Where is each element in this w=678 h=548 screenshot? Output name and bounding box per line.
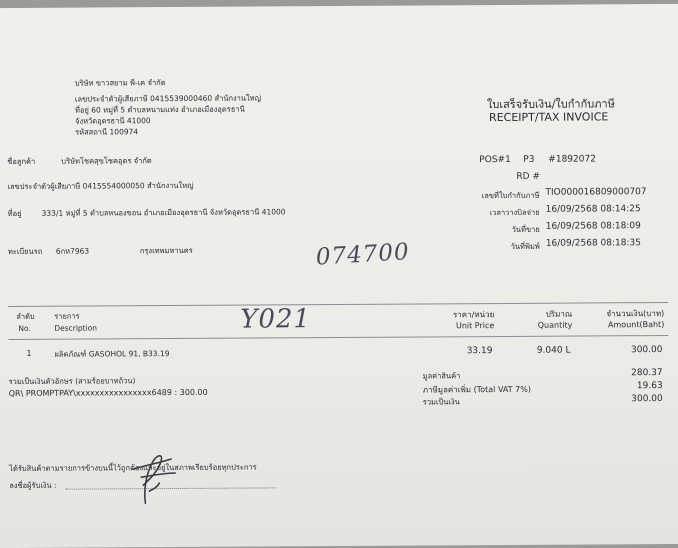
handwritten-number-1: 074700 bbox=[315, 239, 411, 271]
handwritten-number-2: Y021 bbox=[240, 304, 312, 335]
issue-time: 16/09/2568 08:14:25 bbox=[545, 204, 641, 215]
customer-tax-id: เลขประจำตัวผู้เสียภาษี 0415554000050 สำนักงานใหญ่ bbox=[7, 180, 194, 192]
seller-tax-id: เลขประจำตัวผู้เสียภาษี 0415539000460 สำนักงานใหญ่ bbox=[74, 93, 262, 104]
customer-name: บริษัทโชคสุขโชคอุดร จำกัด bbox=[61, 156, 152, 166]
row-no: 1 bbox=[26, 348, 32, 358]
vat-label: ภาษีมูลค่าเพิ่ม (Total VAT 7%) bbox=[422, 384, 532, 395]
plate-province: กรุงเทพมหานคร bbox=[139, 245, 193, 256]
seller-address-2: จังหวัดอุดรธานี 41000 bbox=[75, 116, 151, 126]
row-amount: 300.00 bbox=[630, 345, 663, 356]
header-qty-th: ปริมาณ bbox=[545, 309, 573, 319]
seller-permit: รหัสสถานี 100974 bbox=[75, 127, 139, 137]
header-desc-en: Description bbox=[54, 323, 98, 333]
sale-time-label: วันที่ขาย bbox=[511, 224, 540, 234]
doc-title-thai: ใบเสร็จรับเงิน/ใบกำกับภาษี bbox=[486, 97, 615, 112]
sale-time: 16/09/2568 08:18:09 bbox=[545, 221, 641, 232]
amount-in-words: รวมเป็นเงินตัวอักษร (สามร้อยบาทถ้วน) bbox=[8, 376, 136, 387]
print-time: 16/09/2568 08:18:35 bbox=[545, 238, 641, 249]
header-desc-th: รายการ bbox=[54, 311, 80, 321]
signer-label: ลงชื่อผู้รับเงิน : bbox=[9, 480, 57, 491]
plate-label: ทะเบียนรถ bbox=[7, 246, 43, 257]
header-no-en: No. bbox=[18, 323, 31, 333]
issue-time-label: เวลาวางบิลจ่าย bbox=[489, 207, 540, 218]
rd-label: RD # bbox=[516, 171, 541, 182]
doc-title-english: RECEIPT/TAX INVOICE bbox=[488, 110, 609, 125]
payment-method: QR\ PROMPTPAY\xxxxxxxxxxxxxxxx6489 : 300.00 bbox=[8, 387, 208, 399]
seller-address-1: ที่อยู่ 60 หมู่ที่ 5 ตำบลหนามแท่ง อำเภอเมืองอุดรธานี bbox=[74, 104, 245, 115]
total-value: 300.00 bbox=[631, 394, 663, 405]
header-price-th: ราคา/หน่วย bbox=[452, 310, 495, 320]
seller-name: บริษัท ขาวสยาม พี-เค จำกัด bbox=[74, 78, 166, 88]
handwritten-signature bbox=[123, 447, 193, 509]
receipt-paper bbox=[0, 4, 678, 548]
header-amount-th: จำนวนเงิน(บาท) bbox=[606, 309, 665, 319]
invoice-no: TIO000016809000707 bbox=[545, 187, 647, 198]
vat-value: 19.63 bbox=[636, 381, 663, 392]
subtotal-label: มูลค่าสินค้า bbox=[422, 371, 461, 381]
plate-number: 6กห7963 bbox=[55, 246, 90, 256]
header-price-en: Unit Price bbox=[455, 321, 495, 331]
received-statement: ได้รับสินค้าตามรายการข้างบนนี้ไว้ถูกต้องและอยู่ในสภาพเรียบร้อยทุกประการ bbox=[9, 462, 257, 474]
total-label: รวมเป็นเงิน bbox=[422, 397, 460, 407]
row-description: ผลิตภัณฑ์ GASOHOL 91, B33.19 bbox=[54, 349, 170, 359]
header-amount-en: Amount(Baht) bbox=[607, 320, 665, 330]
invoice-no-label: เลขที่ใบกำกับภาษี bbox=[481, 190, 540, 201]
pump-number: P3 bbox=[523, 154, 535, 165]
print-time-label: วันที่พิมพ์ bbox=[510, 241, 540, 251]
row-unit-price: 33.19 bbox=[466, 346, 493, 357]
header-qty-en: Quantity bbox=[537, 320, 573, 330]
customer-name-label: ชื่อลูกค้า bbox=[7, 156, 36, 167]
table-header-rule bbox=[8, 335, 668, 340]
customer-address: 333/1 หมู่ที่ 5 ตำบลหนองขอน อำเภอเมืองอุดรธานี จังหวัดอุดรธานี 41000 bbox=[41, 207, 286, 218]
subtotal-value: 280.37 bbox=[631, 368, 663, 379]
pos-receipt-no: #1892072 bbox=[548, 154, 596, 165]
pos-number: POS#1 bbox=[479, 154, 511, 166]
customer-address-label: ที่อยู่ bbox=[7, 208, 22, 219]
header-no-th: ลำดับ bbox=[16, 311, 35, 321]
table-top-rule bbox=[8, 302, 668, 307]
row-quantity: 9.040 L bbox=[536, 345, 571, 356]
